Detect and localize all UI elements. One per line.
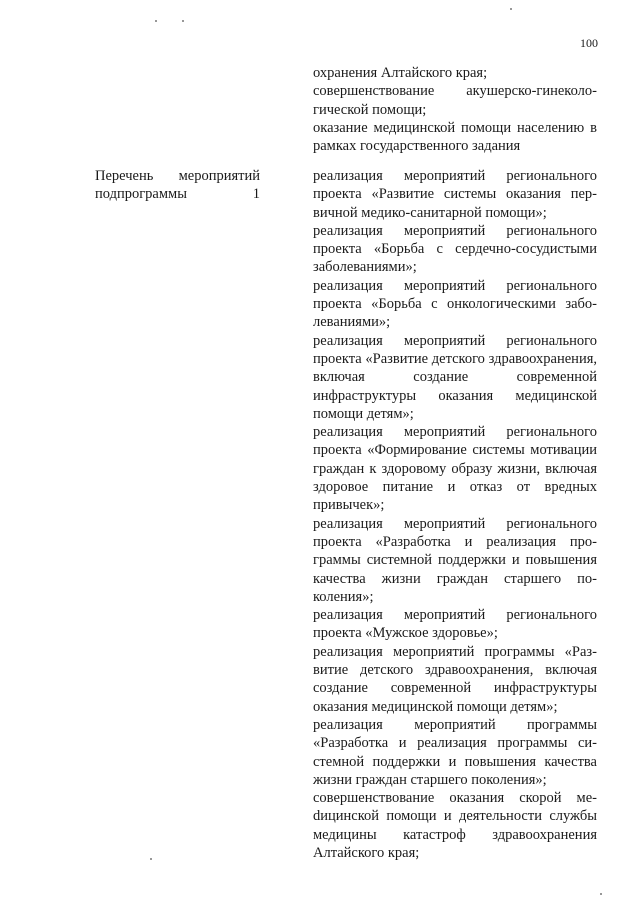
list-item: реализация мероприятий регионального проекта «Разработка и реализация программы системной поддержки и повышения качества жизни граждан старшего поколения»; [313,515,597,605]
continuation-text [313,64,597,155]
scan-speck [510,8,512,10]
scan-speck [182,20,184,22]
text-line: совершенствование акушерско-гинекологической помощи; [313,83,597,118]
list-item: реализация мероприятий программы «Разработка и реализация программы системной поддержки и повышения качества жизни граждан старшего поколения»; [313,716,597,788]
list-item: реализация мероприятий программы «Развитие детского здравоохранения, включая создание современной инфраструктуры оказания медицинской помощи детям»; [313,643,597,715]
scan-speck [600,893,602,895]
list-item: реализация мероприятий регионального проекта «Формирование системы мотивации граждан к здоровому образу жизни, включая здоровое питание и отказ от вредных привычек»; [313,424,597,514]
row-label: Перечень мероприятий подпрограммы 1 [95,168,260,203]
page-number: 100 [580,36,598,50]
list-item: реализация мероприятий регионального проекта «Развитие системы оказания первичной медико-санитарной помощи»; [313,168,597,221]
scan-speck [150,858,152,860]
list-item: реализация мероприятий регионального проекта «Мужское здоровье»; [313,607,597,642]
list-item: реализация мероприятий регионального проекта «Борьба с сердечно-сосудистыми заболеваниями»; [313,222,597,276]
scan-speck [155,20,157,22]
measures-list [313,167,597,862]
text-line: оказание медицинской помощи населению в рамках государственного задания [313,119,597,155]
list-item: реализация мероприятий регионального проекта «Развитие детского здравоохранения, включая создание современной инфраструктуры оказания медицинской помощи детям»; [313,332,597,422]
text-line: охранения Алтайского края; [313,65,488,81]
list-item: реализация мероприятий регионального проекта «Борьба с онкологическими заболеваниями»; [313,277,597,331]
list-item: совершенствование оказания скорой меdицинской помощи и деятельности службы медицины катастроф здравоохранения Алтайского края; [313,790,597,861]
